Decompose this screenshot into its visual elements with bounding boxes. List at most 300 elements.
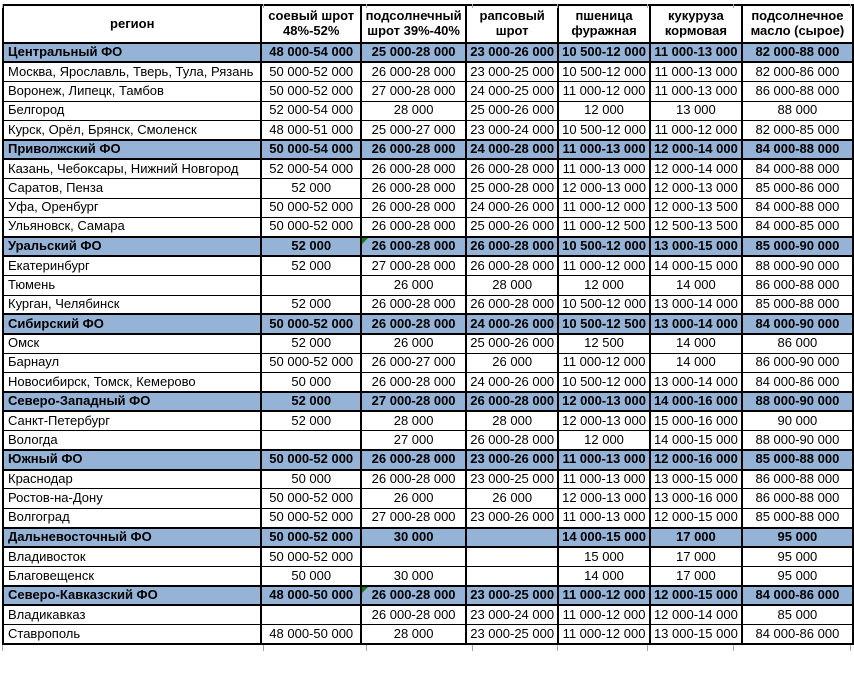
price-cell-sunflower_meal[interactable] <box>361 218 466 237</box>
price-value: 50 000-52 000 <box>269 354 354 370</box>
price-value: 26 000-28 000 <box>371 160 456 176</box>
price-cell-feed_wheat[interactable] <box>558 101 650 120</box>
price-cell-soy_meal[interactable] <box>261 43 361 62</box>
price-cell-soy_meal[interactable] <box>261 101 361 120</box>
price-cell-rapeseed_meal[interactable] <box>466 121 558 140</box>
price-cell-feed_corn[interactable] <box>650 276 742 295</box>
price-cell-sunflower_oil[interactable] <box>742 179 853 198</box>
price-value: 25 000-28 000 <box>470 179 555 195</box>
price-cell-feed_wheat[interactable] <box>558 489 650 508</box>
region-cell[interactable]: Воронеж, Липецк, Тамбов <box>3 82 261 101</box>
city-row <box>3 334 853 353</box>
region-cell[interactable]: Краснодар <box>3 470 261 489</box>
city-row <box>3 605 853 624</box>
price-cell-soy_meal[interactable] <box>261 82 361 101</box>
price-cell-feed_wheat[interactable] <box>558 159 650 178</box>
price-value: 13 000-15 000 <box>653 625 738 641</box>
price-cell-soy_meal[interactable] <box>261 314 361 333</box>
price-cell-sunflower_meal[interactable] <box>361 295 466 314</box>
price-value: 88 000-90 000 <box>755 257 840 273</box>
region-cell[interactable]: Барнаул <box>3 353 261 372</box>
price-cell-feed_wheat[interactable] <box>558 179 650 198</box>
price-cell-sunflower_meal[interactable] <box>361 334 466 353</box>
price-cell-sunflower_meal[interactable] <box>361 314 466 333</box>
price-cell-feed_corn[interactable] <box>650 431 742 450</box>
district-cell[interactable]: Дальневосточный ФО <box>3 528 261 547</box>
price-cell-rapeseed_meal[interactable] <box>466 353 558 372</box>
price-cell-feed_wheat[interactable] <box>558 62 650 81</box>
price-cell-feed_corn[interactable] <box>650 198 742 217</box>
header-sunflower-oil[interactable]: подсолнечное масло (сырое) <box>742 5 853 43</box>
price-value: 26 000-28 000 <box>470 257 555 273</box>
region-cell[interactable]: Санкт-Петербург <box>3 411 261 430</box>
price-value: 11 000-12 000 <box>654 121 738 137</box>
price-cell-soy_meal[interactable] <box>261 508 361 527</box>
price-cell-rapeseed_meal[interactable] <box>466 489 558 508</box>
price-cell-soy_meal[interactable] <box>261 334 361 353</box>
price-cell-rapeseed_meal[interactable] <box>466 528 558 547</box>
district-cell[interactable]: Южный ФО <box>3 450 261 469</box>
price-cell-sunflower_oil[interactable] <box>742 567 853 586</box>
header-feed-corn[interactable]: кукуруза кормовая <box>650 5 742 43</box>
price-cell-sunflower_oil[interactable] <box>742 586 853 605</box>
price-cell-feed_corn[interactable] <box>650 373 742 392</box>
price-cell-sunflower_oil[interactable] <box>742 625 853 644</box>
region-cell[interactable]: Омск <box>3 334 261 353</box>
price-value: 12 000-16 000 <box>653 451 738 467</box>
price-value: 85 000 <box>777 606 818 622</box>
region-cell[interactable]: Курган, Челябинск <box>3 295 261 314</box>
price-cell-feed_corn[interactable] <box>650 218 742 237</box>
price-cell-rapeseed_meal[interactable] <box>466 140 558 159</box>
price-cell-sunflower_oil[interactable] <box>742 605 853 624</box>
price-value: 50 000-52 000 <box>269 509 354 525</box>
price-cell-sunflower_oil[interactable] <box>742 508 853 527</box>
price-value: 24 000-26 000 <box>470 199 555 215</box>
price-cell-soy_meal[interactable] <box>261 625 361 644</box>
price-cell-feed_wheat[interactable] <box>558 314 650 333</box>
price-cell-rapeseed_meal[interactable] <box>466 276 558 295</box>
region-cell[interactable]: Казань, Чебоксары, Нижний Новгород <box>3 159 261 178</box>
price-cell-sunflower_meal[interactable] <box>361 470 466 489</box>
price-cell-feed_corn[interactable] <box>650 314 742 333</box>
city-row <box>3 179 853 198</box>
gridline-tick <box>263 645 264 651</box>
price-value: 25 000-26 000 <box>470 218 555 234</box>
price-cell-feed_corn[interactable] <box>650 82 742 101</box>
price-value: 50 000-52 000 <box>269 83 354 98</box>
gridline-tick <box>263 4 264 8</box>
district-row <box>3 450 853 469</box>
price-cell-feed_corn[interactable] <box>650 140 742 159</box>
price-cell-sunflower_meal[interactable] <box>361 411 466 430</box>
price-cell-soy_meal[interactable] <box>261 411 361 430</box>
price-cell-sunflower_oil[interactable] <box>742 256 853 275</box>
price-cell-feed_corn[interactable] <box>650 353 742 372</box>
price-cell-rapeseed_meal[interactable] <box>466 411 558 430</box>
price-cell-sunflower_oil[interactable] <box>742 470 853 489</box>
price-cell-sunflower_meal[interactable] <box>361 198 466 217</box>
price-cell-sunflower_oil[interactable] <box>742 43 853 62</box>
price-cell-soy_meal[interactable] <box>261 159 361 178</box>
gridline-tick <box>733 645 734 651</box>
price-value: 27 000-28 000 <box>371 83 456 98</box>
region-cell[interactable]: Екатеринбург <box>3 256 261 275</box>
price-cell-rapeseed_meal[interactable] <box>466 470 558 489</box>
price-cell-feed_corn[interactable] <box>650 567 742 586</box>
price-cell-rapeseed_meal[interactable] <box>466 450 558 469</box>
price-cell-feed_corn[interactable] <box>650 528 742 547</box>
price-cell-feed_wheat[interactable] <box>558 198 650 217</box>
price-cell-feed_wheat[interactable] <box>558 625 650 644</box>
price-value: 26 000 <box>393 276 434 292</box>
price-cell-sunflower_oil[interactable] <box>742 489 853 508</box>
price-cell-soy_meal[interactable] <box>261 218 361 237</box>
price-cell-rapeseed_meal[interactable] <box>466 43 558 62</box>
price-value: 50 000-52 000 <box>269 199 354 215</box>
district-row <box>3 528 853 547</box>
region-cell[interactable]: Ульяновск, Самара <box>3 218 261 237</box>
price-cell-rapeseed_meal[interactable] <box>466 237 558 256</box>
price-value: 12 000 <box>584 431 624 447</box>
header-feed-wheat[interactable]: пшеница фуражная <box>558 5 650 43</box>
price-cell-soy_meal[interactable] <box>261 373 361 392</box>
price-cell-sunflower_oil[interactable] <box>742 334 853 353</box>
price-cell-feed_wheat[interactable] <box>558 140 650 159</box>
price-cell-sunflower_meal[interactable] <box>361 625 466 644</box>
gridline-tick <box>850 4 851 8</box>
price-cell-sunflower_meal[interactable] <box>361 489 466 508</box>
comment-flag-icon <box>362 587 368 593</box>
price-cell-soy_meal[interactable] <box>261 198 361 217</box>
price-cell-sunflower_oil[interactable] <box>742 82 853 101</box>
price-cell-feed_wheat[interactable] <box>558 450 650 469</box>
price-value: 48 000-51 000 <box>269 121 354 137</box>
price-value: 23 000-26 000 <box>470 451 555 467</box>
price-cell-sunflower_oil[interactable] <box>742 198 853 217</box>
region-cell[interactable]: Курск, Орёл, Брянск, Смоленск <box>3 121 261 140</box>
price-value: 13 000-14 000 <box>653 296 738 312</box>
price-cell-feed_corn[interactable] <box>650 411 742 430</box>
price-value: 90 000 <box>777 412 818 428</box>
price-cell-feed_wheat[interactable] <box>558 470 650 489</box>
price-cell-soy_meal[interactable] <box>261 353 361 372</box>
price-cell-rapeseed_meal[interactable] <box>466 625 558 644</box>
price-cell-feed_corn[interactable] <box>650 237 742 256</box>
region-cell[interactable]: Новосибирск, Томск, Кемерово <box>3 373 261 392</box>
price-cell-sunflower_meal[interactable] <box>361 605 466 624</box>
price-value: 85 000-88 000 <box>755 296 840 312</box>
price-cell-feed_wheat[interactable] <box>558 547 650 566</box>
city-row <box>3 159 853 178</box>
price-value: 12 000-14 000 <box>653 606 738 622</box>
district-row <box>3 586 853 605</box>
price-cell-feed_wheat[interactable] <box>558 334 650 353</box>
price-value: 50 000 <box>291 471 332 487</box>
price-cell-sunflower_meal[interactable] <box>361 62 466 81</box>
price-cell-feed_wheat[interactable] <box>558 43 650 62</box>
price-cell-sunflower_oil[interactable] <box>742 237 853 256</box>
region-cell[interactable]: Ростов-на-Дону <box>3 489 261 508</box>
price-value: 26 000-28 000 <box>371 199 456 215</box>
price-cell-feed_wheat[interactable] <box>558 237 650 256</box>
price-cell-sunflower_oil[interactable] <box>742 547 853 566</box>
price-value: 24 000-28 000 <box>470 141 555 157</box>
price-cell-feed_wheat[interactable] <box>558 567 650 586</box>
price-cell-rapeseed_meal[interactable] <box>466 314 558 333</box>
price-cell-sunflower_oil[interactable] <box>742 392 853 411</box>
price-value: 50 000-52 000 <box>269 548 354 564</box>
price-cell-soy_meal[interactable] <box>261 121 361 140</box>
price-cell-feed_corn[interactable] <box>650 625 742 644</box>
price-cell-feed_corn[interactable] <box>650 334 742 353</box>
price-cell-feed_wheat[interactable] <box>558 586 650 605</box>
price-cell-feed_wheat[interactable] <box>558 373 650 392</box>
city-row <box>3 62 853 81</box>
price-cell-sunflower_oil[interactable] <box>742 353 853 372</box>
price-cell-sunflower_meal[interactable] <box>361 353 466 372</box>
price-cell-feed_corn[interactable] <box>650 295 742 314</box>
price-cell-soy_meal[interactable] <box>261 256 361 275</box>
price-cell-rapeseed_meal[interactable] <box>466 256 558 275</box>
price-value: 85 000-88 000 <box>755 451 840 467</box>
price-cell-sunflower_oil[interactable] <box>742 314 853 333</box>
price-cell-sunflower_oil[interactable] <box>742 373 853 392</box>
district-cell[interactable]: Северо-Кавказский ФО <box>3 586 261 605</box>
price-cell-feed_corn[interactable] <box>650 121 742 140</box>
price-cell-feed_corn[interactable] <box>650 547 742 566</box>
price-value: 25 000-28 000 <box>371 44 456 60</box>
price-cell-sunflower_meal[interactable] <box>361 179 466 198</box>
price-cell-feed_wheat[interactable] <box>558 295 650 314</box>
price-value: 12 500-13 500 <box>653 218 738 234</box>
region-cell[interactable]: Владикавказ <box>3 605 261 624</box>
header-rapeseed-meal[interactable]: рапсовый шрот <box>466 5 558 43</box>
price-cell-feed_wheat[interactable] <box>558 218 650 237</box>
region-cell[interactable]: Владивосток <box>3 547 261 566</box>
price-cell-soy_meal[interactable] <box>261 140 361 159</box>
price-cell-soy_meal[interactable] <box>261 237 361 256</box>
price-value: 10 500-12 000 <box>562 373 646 389</box>
price-value: 12 000-13 000 <box>562 393 646 409</box>
price-cell-soy_meal[interactable] <box>261 586 361 605</box>
price-value: 25 000-27 000 <box>371 121 456 137</box>
price-value: 50 000-52 000 <box>269 63 354 79</box>
header-sunflower-meal[interactable]: подсолнечный шрот 39%-40% <box>361 5 466 43</box>
price-cell-rapeseed_meal[interactable] <box>466 218 558 237</box>
price-value: 23 000-25 000 <box>470 63 555 79</box>
header-region[interactable] <box>3 5 261 43</box>
price-cell-sunflower_meal[interactable] <box>361 276 466 295</box>
region-cell[interactable]: Вологда <box>3 431 261 450</box>
price-cell-soy_meal[interactable] <box>261 62 361 81</box>
price-cell-soy_meal[interactable] <box>261 605 361 624</box>
district-cell[interactable]: Северо-Западный ФО <box>3 392 261 411</box>
price-cell-feed_corn[interactable] <box>650 101 742 120</box>
price-cell-feed_corn[interactable] <box>650 159 742 178</box>
price-cell-rapeseed_meal[interactable] <box>466 605 558 624</box>
district-cell[interactable]: Уральский ФО <box>3 237 261 256</box>
price-cell-feed_corn[interactable] <box>650 605 742 624</box>
price-cell-feed_corn[interactable] <box>650 489 742 508</box>
price-value: 10 500-12 000 <box>562 296 646 312</box>
price-cell-sunflower_oil[interactable] <box>742 121 853 140</box>
price-cell-rapeseed_meal[interactable] <box>466 159 558 178</box>
price-cell-sunflower_oil[interactable] <box>742 62 853 81</box>
region-cell[interactable]: Москва, Ярославль, Тверь, Тула, Рязань <box>3 62 261 81</box>
price-value: 24 000-26 000 <box>470 315 555 331</box>
price-cell-soy_meal[interactable] <box>261 295 361 314</box>
price-value: 86 000-88 000 <box>755 83 840 98</box>
gridline-tick <box>557 4 558 8</box>
city-row <box>3 198 853 217</box>
district-cell[interactable]: Приволжский ФО <box>3 140 261 159</box>
price-value: 27 000-28 000 <box>371 393 456 409</box>
price-value: 13 000-14 000 <box>653 373 738 389</box>
price-value: 48 000-50 000 <box>269 587 354 603</box>
price-cell-sunflower_oil[interactable] <box>742 159 853 178</box>
district-cell[interactable]: Сибирский ФО <box>3 314 261 333</box>
price-cell-soy_meal[interactable] <box>261 470 361 489</box>
price-cell-feed_corn[interactable] <box>650 43 742 62</box>
price-cell-rapeseed_meal[interactable] <box>466 101 558 120</box>
price-cell-feed_wheat[interactable] <box>558 528 650 547</box>
price-cell-sunflower_meal[interactable] <box>361 528 466 547</box>
price-cell-rapeseed_meal[interactable] <box>466 392 558 411</box>
price-cell-feed_corn[interactable] <box>650 392 742 411</box>
city-row <box>3 256 853 275</box>
price-cell-feed_wheat[interactable] <box>558 431 650 450</box>
price-cell-feed_corn[interactable] <box>650 470 742 489</box>
price-value: 85 000-88 000 <box>755 509 840 525</box>
price-value: 10 500-12 000 <box>562 63 646 79</box>
price-cell-sunflower_meal[interactable] <box>361 586 466 605</box>
price-cell-rapeseed_meal[interactable] <box>466 179 558 198</box>
price-cell-sunflower_meal[interactable] <box>361 101 466 120</box>
region-cell[interactable]: Тюмень <box>3 276 261 295</box>
price-cell-sunflower_meal[interactable] <box>361 392 466 411</box>
price-cell-sunflower_meal[interactable] <box>361 159 466 178</box>
price-cell-soy_meal[interactable] <box>261 179 361 198</box>
price-cell-soy_meal[interactable] <box>261 450 361 469</box>
price-cell-rapeseed_meal[interactable] <box>466 295 558 314</box>
price-cell-rapeseed_meal[interactable] <box>466 82 558 101</box>
city-row <box>3 508 853 527</box>
price-cell-rapeseed_meal[interactable] <box>466 586 558 605</box>
price-cell-sunflower_oil[interactable] <box>742 295 853 314</box>
region-cell[interactable]: Ставрополь <box>3 625 261 644</box>
price-cell-rapeseed_meal[interactable] <box>466 431 558 450</box>
region-cell[interactable]: Белгород <box>3 101 261 120</box>
price-cell-sunflower_meal[interactable] <box>361 373 466 392</box>
price-cell-sunflower_oil[interactable] <box>742 276 853 295</box>
region-cell[interactable]: Благовещенск <box>3 567 261 586</box>
price-cell-feed_corn[interactable] <box>650 62 742 81</box>
price-value: 14 000-15 000 <box>653 257 738 273</box>
price-cell-feed_corn[interactable] <box>650 508 742 527</box>
price-cell-soy_meal[interactable] <box>261 276 361 295</box>
price-cell-feed_wheat[interactable] <box>558 276 650 295</box>
price-value: 10 500-12 000 <box>562 44 646 60</box>
price-cell-feed_corn[interactable] <box>650 450 742 469</box>
price-cell-rapeseed_meal[interactable] <box>466 334 558 353</box>
price-value: 86 000 <box>777 335 818 351</box>
price-cell-soy_meal[interactable] <box>261 431 361 450</box>
price-cell-sunflower_meal[interactable] <box>361 256 466 275</box>
region-cell[interactable]: Уфа, Оренбург <box>3 198 261 217</box>
price-cell-feed_corn[interactable] <box>650 586 742 605</box>
price-cell-sunflower_meal[interactable] <box>361 82 466 101</box>
price-value: 11 000-13 000 <box>654 44 738 60</box>
price-value: 52 000-54 000 <box>269 160 354 176</box>
price-cell-feed_wheat[interactable] <box>558 353 650 372</box>
price-cell-rapeseed_meal[interactable] <box>466 373 558 392</box>
price-cell-soy_meal[interactable] <box>261 567 361 586</box>
price-cell-rapeseed_meal[interactable] <box>466 198 558 217</box>
region-cell[interactable]: Волгоград <box>3 508 261 527</box>
price-cell-feed_wheat[interactable] <box>558 82 650 101</box>
district-cell[interactable]: Центральный ФО <box>3 43 261 62</box>
price-cell-sunflower_meal[interactable] <box>361 567 466 586</box>
price-value: 26 000-28 000 <box>371 451 456 467</box>
price-cell-rapeseed_meal[interactable] <box>466 567 558 586</box>
price-cell-sunflower_oil[interactable] <box>742 450 853 469</box>
price-cell-feed_wheat[interactable] <box>558 411 650 430</box>
price-value: 52 000-54 000 <box>269 102 354 118</box>
price-value: 14 000 <box>676 276 716 292</box>
price-cell-rapeseed_meal[interactable] <box>466 547 558 566</box>
price-cell-feed_wheat[interactable] <box>558 121 650 140</box>
price-cell-sunflower_meal[interactable] <box>361 237 466 256</box>
price-value: 88 000-90 000 <box>755 393 840 409</box>
price-cell-sunflower_meal[interactable] <box>361 508 466 527</box>
price-cell-sunflower_meal[interactable] <box>361 121 466 140</box>
price-cell-sunflower_meal[interactable] <box>361 547 466 566</box>
price-cell-rapeseed_meal[interactable] <box>466 62 558 81</box>
price-cell-sunflower_oil[interactable] <box>742 140 853 159</box>
price-cell-feed_corn[interactable] <box>650 256 742 275</box>
header-row <box>3 5 853 43</box>
price-cell-soy_meal[interactable] <box>261 547 361 566</box>
price-value: 17 000 <box>676 548 716 564</box>
price-cell-sunflower_meal[interactable] <box>361 43 466 62</box>
price-cell-sunflower_meal[interactable] <box>361 431 466 450</box>
price-cell-feed_wheat[interactable] <box>558 392 650 411</box>
price-cell-sunflower_meal[interactable] <box>361 450 466 469</box>
price-value: 15 000 <box>584 548 624 564</box>
price-cell-feed_wheat[interactable] <box>558 256 650 275</box>
gridline-tick <box>647 645 648 651</box>
price-cell-soy_meal[interactable] <box>261 528 361 547</box>
price-value: 12 000-14 000 <box>653 141 738 157</box>
price-cell-feed_wheat[interactable] <box>558 508 650 527</box>
price-cell-sunflower_meal[interactable] <box>361 140 466 159</box>
price-cell-soy_meal[interactable] <box>261 489 361 508</box>
price-cell-sunflower_oil[interactable] <box>742 411 853 430</box>
header-soy-meal[interactable]: соевый шрот 48%-52% <box>261 5 361 43</box>
region-cell[interactable]: Саратов, Пенза <box>3 179 261 198</box>
price-cell-soy_meal[interactable] <box>261 392 361 411</box>
price-cell-rapeseed_meal[interactable] <box>466 508 558 527</box>
price-cell-sunflower_oil[interactable] <box>742 528 853 547</box>
price-cell-sunflower_oil[interactable] <box>742 218 853 237</box>
price-cell-feed_corn[interactable] <box>650 179 742 198</box>
price-value: 85 000-86 000 <box>755 179 840 195</box>
city-row <box>3 218 853 237</box>
price-cell-feed_wheat[interactable] <box>558 605 650 624</box>
price-cell-sunflower_oil[interactable] <box>742 101 853 120</box>
price-cell-sunflower_oil[interactable] <box>742 431 853 450</box>
